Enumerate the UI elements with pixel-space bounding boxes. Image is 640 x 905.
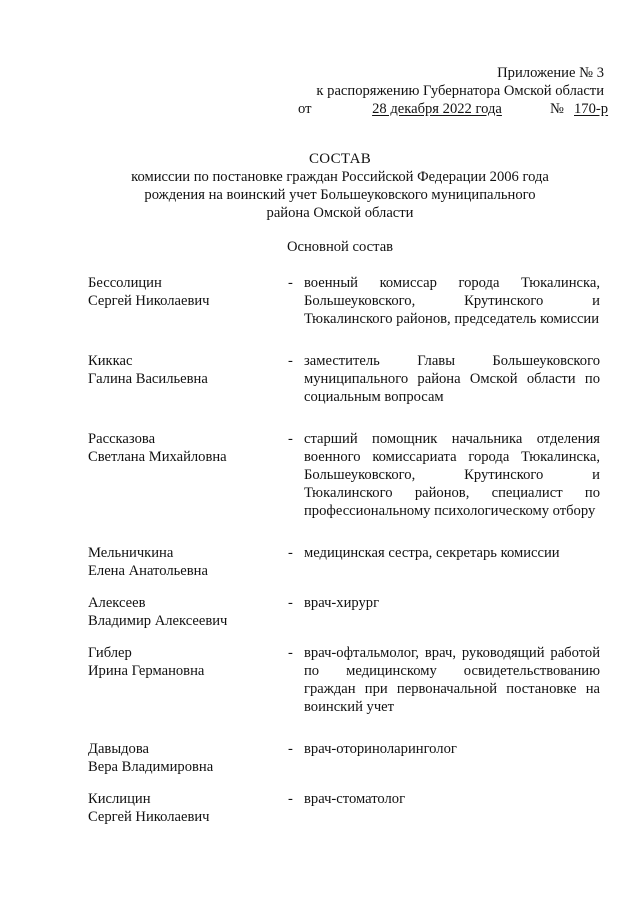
member-role: военный комиссар города Тюкалинска, Большеуковского, Крутинского и Тюкалинского районов, председатель комиссии [304, 275, 600, 327]
member-surname: Кислицин [88, 791, 151, 807]
member-row [88, 740, 600, 776]
member-name [88, 274, 288, 328]
member-role: заместитель Главы Большеуковского муниципального района Омской области по социальным вопросам [304, 353, 600, 405]
document-header [284, 64, 609, 118]
member-role: врач-оториноларинголог [304, 741, 457, 757]
member-role: врач-стоматолог [304, 791, 406, 807]
order-number: 170-р [574, 101, 609, 117]
member-given-name: Галина Васильевна [88, 371, 208, 387]
document-title: СОСТАВ [308, 151, 372, 167]
member-surname: Бессолицин [88, 275, 162, 291]
member-name [88, 644, 288, 716]
member-dash: - [288, 431, 293, 447]
member-name [88, 594, 288, 630]
member-surname: Киккас [88, 353, 133, 369]
order-reference: к распоряжению Губернатора Омской области [316, 83, 604, 99]
member-given-name: Ирина Германовна [88, 663, 205, 679]
member-dash: - [288, 791, 293, 807]
member-name [88, 352, 288, 406]
member-role: старший помощник начальника отделения военного комиссариата города Тюкалинска, Большеуковского, Крутинского и Тюкалинского районов, специалист по профессиональному психологическому отбору [304, 431, 600, 519]
member-dash: - [288, 353, 293, 369]
member-row [88, 644, 600, 716]
appendix-number: Приложение № 3 [497, 65, 604, 81]
member-given-name: Светлана Михайловна [88, 449, 227, 465]
member-row [88, 594, 600, 630]
number-label: № [550, 101, 564, 117]
title-line-3: района Омской области [266, 205, 414, 221]
from-label: от [298, 101, 312, 117]
member-row [88, 430, 600, 520]
member-role: врач-офтальмолог, врач, руководящий работой по медицинскому освидетельствованию граждан при первоначальной постановке на воинский учет [304, 645, 600, 715]
member-name [88, 740, 288, 776]
title-line-1: комиссии по постановке граждан Российской Федерации 2006 года [131, 169, 549, 185]
member-dash: - [288, 741, 293, 757]
member-surname: Алексеев [88, 595, 146, 611]
member-name [88, 430, 288, 520]
members-list [88, 274, 600, 826]
member-given-name: Сергей Николаевич [88, 809, 210, 825]
member-given-name: Владимир Алексеевич [88, 613, 228, 629]
section-heading: Основной состав [286, 239, 394, 255]
member-surname: Давыдова [88, 741, 150, 757]
member-dash: - [288, 595, 293, 611]
member-given-name: Елена Анатольевна [88, 563, 208, 579]
member-dash: - [288, 545, 293, 561]
order-date-line [284, 100, 609, 118]
document-title-block [80, 150, 600, 222]
member-row [88, 790, 600, 826]
member-surname: Мельничкина [88, 545, 174, 561]
member-row [88, 544, 600, 580]
member-dash: - [288, 645, 293, 661]
member-dash: - [288, 275, 293, 291]
member-surname: Гиблер [88, 645, 132, 661]
member-surname: Рассказова [88, 431, 156, 447]
title-line-2: рождения на воинский учет Большеуковского муниципального [144, 187, 536, 203]
member-name [88, 790, 288, 826]
member-row [88, 274, 600, 328]
member-role: медицинская сестра, секретарь комиссии [304, 545, 560, 561]
member-given-name: Сергей Николаевич [88, 293, 210, 309]
member-name [88, 544, 288, 580]
member-row [88, 352, 600, 406]
member-role: врач-хирург [304, 595, 380, 611]
member-given-name: Вера Владимировна [88, 759, 214, 775]
order-date: 28 декабря 2022 года [372, 101, 502, 117]
